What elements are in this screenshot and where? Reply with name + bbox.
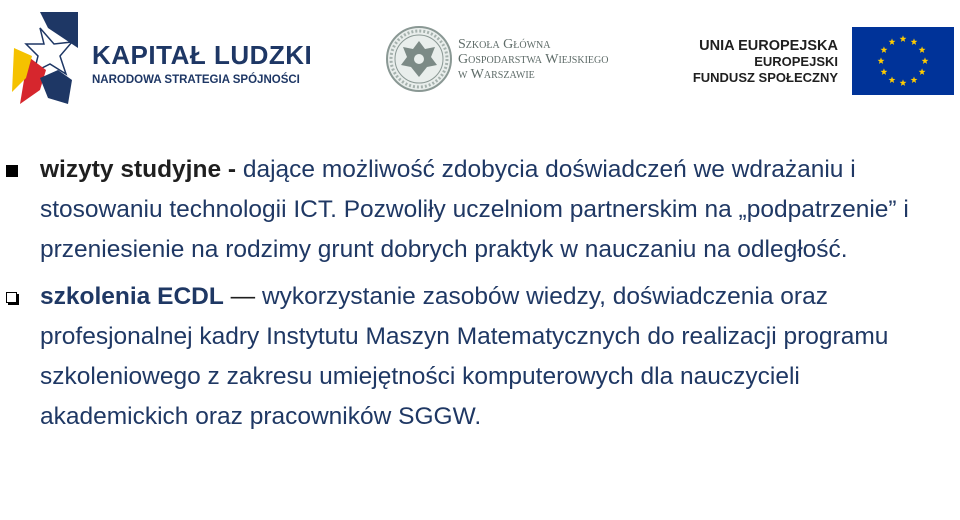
square-bullet-icon — [6, 292, 17, 303]
list-item — [0, 277, 960, 437]
kapital-ludzki-star-icon — [10, 8, 80, 108]
square-bullet-icon — [6, 165, 18, 177]
eu-flag-icon — [852, 27, 954, 95]
university-seal-icon — [385, 25, 453, 93]
item-dash: — — [223, 283, 262, 310]
kapital-ludzki-title: KAPITAŁ LUDZKI — [92, 40, 313, 70]
content — [0, 150, 960, 437]
eu-line-1: UNIA EUROPEJSKA — [699, 38, 838, 54]
item-text: wykorzystanie zasobów wiedzy, doświadczenia oraz profesjonalnej kadry Instytutu Maszyn Matematycznych do realizacji programu szkoleniowego z zakresu umiejętności komputerowych dla nauczycieli akademickich oraz pracowników SGGW. — [40, 283, 889, 430]
item-lead: wizyty studyjne - — [40, 156, 237, 183]
sggw-line-3: w Warszawie — [458, 67, 535, 82]
kapital-ludzki-subtitle: NARODOWA STRATEGIA SPÓJNOŚCI — [92, 74, 300, 86]
item-text: dające możliwość zdobycia doświadczeń we wdrażaniu i stosowaniu technologii ICT. Pozwoliły uczelniom partnerskim na „podpatrzenie” i przeniesienie na rodzimy grunt dobrych praktyk w nauczaniu na odległość. — [40, 156, 909, 263]
sggw-line-1: Szkoła Główna — [458, 37, 551, 52]
list-item — [0, 150, 960, 270]
eu-text-block — [693, 38, 838, 86]
eu-line-2: EUROPEJSKI — [754, 54, 838, 69]
sggw-line-2: Gospodarstwa Wiejskiego — [458, 52, 609, 67]
eu-line-3: FUNDUSZ SPOŁECZNY — [692, 70, 838, 85]
sggw-name — [458, 38, 608, 83]
item-lead: szkolenia ECDL — [40, 283, 224, 310]
logo-bar — [0, 0, 960, 120]
